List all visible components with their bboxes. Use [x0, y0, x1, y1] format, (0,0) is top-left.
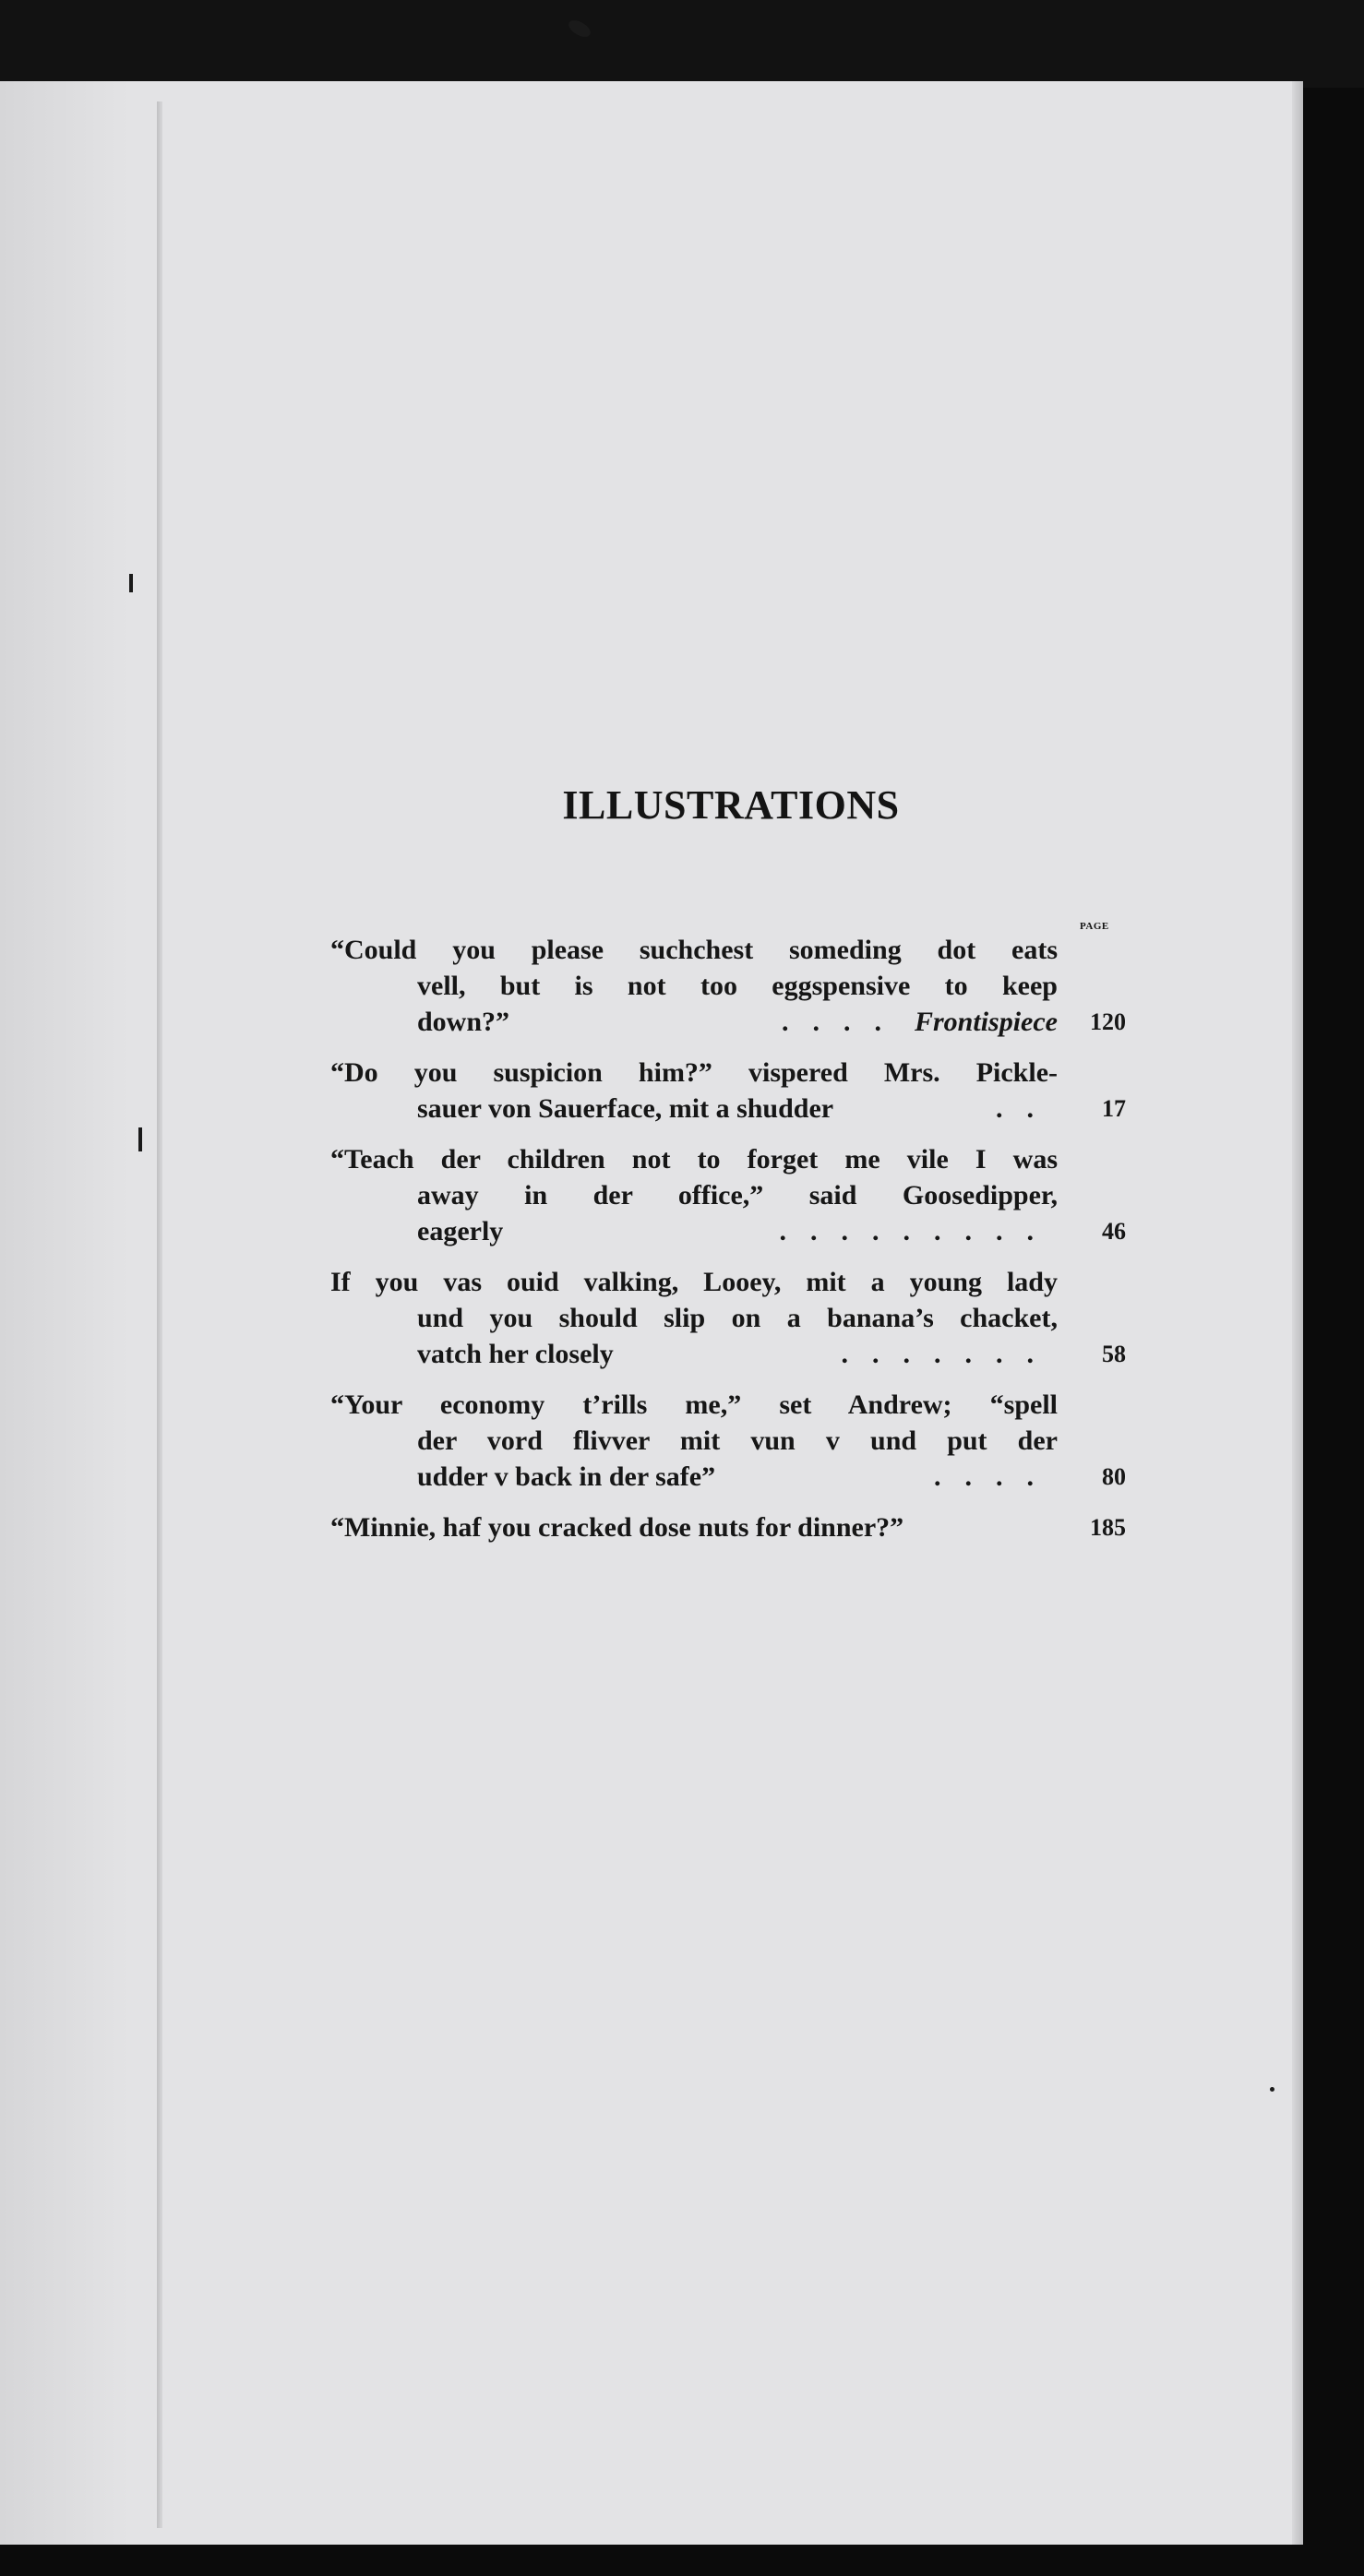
entry-text-line: “Do you suspicion him?” vispered Mrs. Pickle-	[330, 1057, 1058, 1088]
scan-border-top	[0, 0, 1364, 88]
dot-leader: ..	[996, 1093, 1058, 1124]
illustrations-list	[330, 932, 1126, 1560]
entry-text-line: away in der office,” said Goosedipper,	[417, 1180, 1058, 1210]
list-item	[330, 932, 1126, 1040]
list-item	[330, 1387, 1126, 1495]
scan-speck	[138, 1127, 142, 1151]
dot-leader: ....	[934, 1461, 1058, 1492]
entry-text-line: “Minnie, haf you cracked dose nuts for dinner?”	[330, 1512, 904, 1543]
page-edge-shadow	[1292, 81, 1303, 2545]
scan-speck	[129, 574, 133, 592]
dot-leader: .......	[841, 1339, 1058, 1369]
entry-last-line	[330, 1336, 1058, 1372]
entry-last-line	[330, 1213, 1058, 1249]
entry-text-line: “Your economy t’rills me,” set Andrew; “spell	[330, 1389, 1058, 1420]
page-number: 46	[1102, 1218, 1126, 1245]
dot-leader: .........	[779, 1216, 1058, 1246]
list-item	[330, 1509, 1126, 1545]
entry-text-line: down?”	[417, 1007, 510, 1037]
scan-speck	[1270, 2087, 1274, 2092]
entry-text-line: eagerly	[417, 1216, 504, 1246]
page-number: 58	[1102, 1341, 1126, 1367]
page-number: 80	[1102, 1463, 1126, 1490]
entry-text-line: sauer von Sauerface, mit a shudder	[417, 1093, 834, 1124]
entry-note: Frontispiece	[915, 1007, 1058, 1037]
page-number: 17	[1102, 1095, 1126, 1122]
page-number: 120	[1090, 1008, 1126, 1035]
list-item	[330, 1141, 1126, 1249]
entry-text-line: “Could you please suchchest someding dot eats	[330, 935, 1058, 965]
entry-text-line: der vord flivver mit vun v und put der	[417, 1425, 1058, 1456]
entry-last-line	[330, 1459, 1058, 1495]
entry-text-line: und you should slip on a banana’s chacket,	[417, 1303, 1058, 1333]
entry-text-line: udder v back in der safe”	[417, 1461, 716, 1492]
entry-text-line: If you vas ouid valking, Looey, mit a young lady	[330, 1267, 1058, 1297]
page-column-label: PAGE	[1080, 921, 1109, 932]
entry-text-line: vatch her closely	[417, 1339, 614, 1369]
page-title: ILLUSTRATIONS	[562, 782, 900, 829]
list-item	[330, 1055, 1126, 1127]
entry-last-line	[330, 1091, 1058, 1127]
entry-last-line	[330, 1004, 1058, 1040]
page-binding-shadow	[0, 81, 157, 2545]
page-gutter-line	[157, 101, 162, 2528]
dot-leader: ....	[782, 1007, 905, 1037]
page-number: 185	[1090, 1514, 1126, 1541]
entry-text-line: “Teach der children not to forget me vile I was	[330, 1144, 1058, 1175]
entry-last-line	[330, 1509, 1058, 1545]
list-item	[330, 1264, 1126, 1372]
entry-text-line: vell, but is not too eggspensive to keep	[417, 971, 1058, 1001]
